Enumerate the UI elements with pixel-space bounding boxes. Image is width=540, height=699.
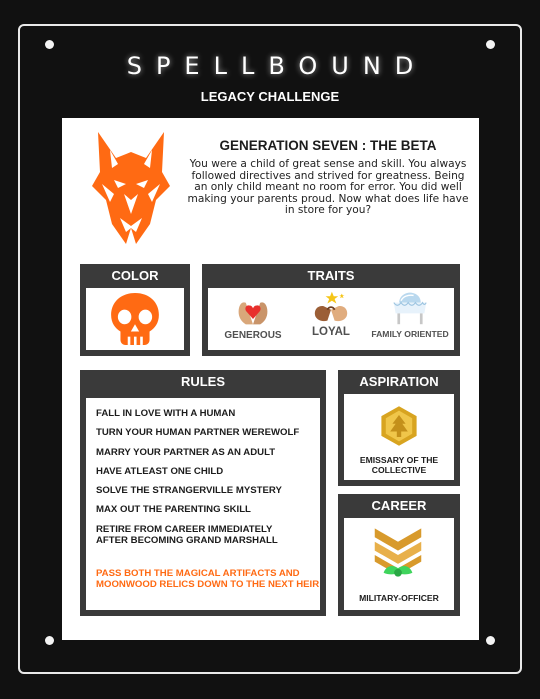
rules-area [86, 398, 320, 610]
corner-dot-bottom-right [486, 636, 495, 645]
rules-list [96, 408, 316, 554]
aspiration-heading: ASPIRATION [359, 374, 439, 389]
trait-family-oriented [366, 288, 454, 339]
rule-item: HAVE ATLEAST ONE CHILD [96, 465, 224, 477]
career-area [344, 518, 454, 610]
page-title: SPELLBOUND [126, 52, 428, 80]
hexagon-badge-icon [377, 404, 421, 448]
trait-loyal [298, 288, 364, 338]
traits-panel [202, 264, 460, 356]
rule-highlight: PASS BOTH THE MAGICAL ARTIFACTS AND MOONWOOD RELICS DOWN TO THE NEXT HEIR [96, 568, 320, 590]
rule-item: FALL IN LOVE WITH A HUMAN [96, 408, 236, 419]
rule-item: RETIRE FROM CAREER IMMEDIATELY AFTER BECOMING GRAND MARSHALL [96, 523, 278, 546]
traits-heading: TRAITS [307, 268, 355, 283]
generation-title: GENERATION SEVEN : THE BETA [219, 138, 437, 153]
trait-label: GENEROUS [224, 330, 282, 341]
rules-panel [80, 370, 326, 616]
color-swatch-area [86, 288, 184, 350]
career-label: MILITARY-OFFICER [359, 593, 439, 603]
rule-item: MARRY YOUR PARTNER AS AN ADULT [96, 446, 276, 458]
trait-label: FAMILY ORIENTED [371, 329, 449, 339]
military-insignia-icon [369, 524, 427, 586]
career-heading: CAREER [371, 498, 427, 513]
hands-heart-icon [235, 292, 271, 328]
corner-dot-top-right [486, 40, 495, 49]
challenge-card [62, 118, 479, 640]
wolf-icon [90, 128, 172, 246]
aspiration-label: EMISSARY OF THE COLLECTIVE [359, 455, 439, 475]
color-panel [80, 264, 190, 356]
aspiration-area [344, 394, 454, 480]
corner-dot-bottom-left [45, 636, 54, 645]
rule-item: SOLVE THE STRANGERVILLE MYSTERY [96, 485, 282, 497]
rules-heading: RULES [180, 374, 226, 389]
trait-label: LOYAL [312, 326, 350, 338]
color-heading: COLOR [111, 268, 159, 283]
page-subtitle: LEGACY CHALLENGE [200, 89, 340, 104]
career-panel [338, 494, 460, 616]
rule-item: MAX OUT THE PARENTING SKILL [96, 504, 251, 516]
aspiration-panel [338, 370, 460, 486]
pinky-promise-icon [312, 290, 350, 326]
rule-item: TURN YOUR HUMAN PARTNER WEREWOLF [96, 427, 300, 439]
corner-dot-top-left [45, 40, 54, 49]
generation-description: You were a child of great sense and skill. You always followed directives and strived for greatness. Being an only child meant no room for error. You did well making your parents proud. Now what does life have in store for you? [187, 158, 469, 217]
trait-generous [218, 288, 288, 341]
cradle-icon [390, 290, 430, 326]
skull-icon [108, 292, 162, 346]
traits-area [208, 288, 454, 350]
